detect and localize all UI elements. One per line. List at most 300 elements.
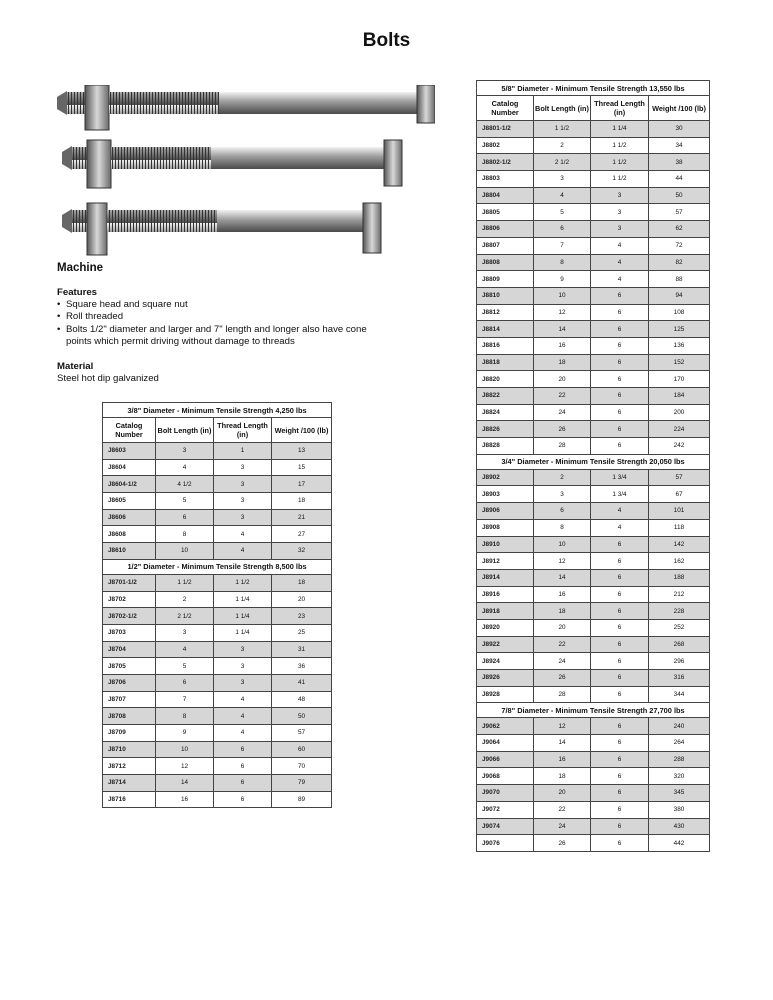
table-row — [103, 574, 332, 591]
table-row — [477, 519, 710, 536]
table-caption: 5/8" Diameter - Minimum Tensile Strength 13,550 lbs — [477, 81, 710, 96]
table-cell: 20 — [272, 591, 332, 608]
table-cell: 4 — [214, 526, 272, 543]
catalog-number-cell: J8814 — [477, 321, 534, 338]
table-cell: 38 — [649, 154, 710, 171]
table-cell: 34 — [649, 137, 710, 154]
table-cell: 6 — [591, 388, 649, 405]
catalog-number-cell: J8701-1/2 — [103, 574, 156, 591]
table-cell: 16 — [534, 586, 591, 603]
table-cell: 48 — [272, 691, 332, 708]
table-cell: 1 1/4 — [591, 121, 649, 138]
table-cell: 89 — [272, 791, 332, 808]
table-cell: 24 — [534, 404, 591, 421]
table-cell: 20 — [534, 785, 591, 802]
catalog-number-cell: J8801-1/2 — [477, 121, 534, 138]
table-cell: 18 — [534, 768, 591, 785]
table-cell: 136 — [649, 337, 710, 354]
table-cell: 1 1/2 — [214, 574, 272, 591]
table-row — [477, 404, 710, 421]
table-cell: 26 — [534, 421, 591, 438]
table-row — [477, 321, 710, 338]
table-cell: 170 — [649, 371, 710, 388]
table-cell: 2 — [534, 469, 591, 486]
catalog-number-cell: J8707 — [103, 691, 156, 708]
catalog-number-cell: J8705 — [103, 658, 156, 675]
table-cell: 6 — [156, 674, 214, 691]
catalog-number-cell: J9068 — [477, 768, 534, 785]
table-cell: 6 — [591, 371, 649, 388]
column-header: Bolt Length (in) — [534, 96, 591, 121]
catalog-number-cell: J8704 — [103, 641, 156, 658]
catalog-number-cell: J8709 — [103, 725, 156, 742]
table-cell: 24 — [534, 653, 591, 670]
column-header: Thread Length (in) — [214, 418, 272, 443]
table-cell: 70 — [272, 758, 332, 775]
table-cell: 2 1/2 — [156, 608, 214, 625]
table-cell: 6 — [591, 569, 649, 586]
table-row — [103, 624, 332, 641]
table-cell: 6 — [591, 785, 649, 802]
table-cell: 18 — [534, 603, 591, 620]
table-row — [477, 553, 710, 570]
table-cell: 6 — [534, 221, 591, 238]
table-row — [477, 438, 710, 455]
table-cell: 20 — [534, 371, 591, 388]
table-cell: 6 — [534, 503, 591, 520]
catalog-number-cell: J8916 — [477, 586, 534, 603]
table-cell: 57 — [649, 469, 710, 486]
table-cell: 212 — [649, 586, 710, 603]
catalog-number-cell: J8912 — [477, 553, 534, 570]
features-heading: Features — [57, 287, 97, 298]
table-row — [103, 641, 332, 658]
table-row — [477, 751, 710, 768]
table-cell: 6 — [591, 321, 649, 338]
table-cell: 6 — [591, 536, 649, 553]
table-cell: 10 — [534, 287, 591, 304]
table-row — [477, 653, 710, 670]
table-cell: 32 — [272, 543, 332, 560]
table-cell: 14 — [534, 321, 591, 338]
table-cell: 6 — [214, 775, 272, 792]
catalog-number-cell: J8816 — [477, 337, 534, 354]
table-cell: 6 — [591, 751, 649, 768]
catalog-number-cell: J8903 — [477, 486, 534, 503]
table-cell: 18 — [534, 354, 591, 371]
features-section — [57, 287, 377, 348]
table-cell: 6 — [214, 758, 272, 775]
catalog-number-cell: J8918 — [477, 603, 534, 620]
table-row — [103, 509, 332, 526]
table-cell: 82 — [649, 254, 710, 271]
table-78-diameter — [477, 703, 710, 852]
table-row — [103, 658, 332, 675]
table-row — [477, 670, 710, 687]
table-row — [103, 443, 332, 460]
table-cell: 4 — [214, 543, 272, 560]
table-row — [477, 603, 710, 620]
table-row — [477, 735, 710, 752]
table-caption: 7/8" Diameter - Minimum Tensile Strength 27,700 lbs — [477, 703, 710, 718]
catalog-number-cell: J8802-1/2 — [477, 154, 534, 171]
table-cell: 6 — [591, 354, 649, 371]
column-header: Catalog Number — [103, 418, 156, 443]
table-cell: 152 — [649, 354, 710, 371]
table-row — [477, 768, 710, 785]
table-cell: 18 — [272, 493, 332, 510]
table-34-diameter — [477, 454, 710, 703]
table-cell: 1 1/2 — [534, 121, 591, 138]
material-section — [57, 361, 159, 385]
catalog-number-cell: J8712 — [103, 758, 156, 775]
table-cell: 1 — [214, 443, 272, 460]
table-cell: 252 — [649, 619, 710, 636]
table-cell: 28 — [534, 686, 591, 703]
table-cell: 101 — [649, 503, 710, 520]
table-cell: 8 — [534, 254, 591, 271]
table-cell: 3 — [214, 459, 272, 476]
table-cell: 1 1/2 — [591, 137, 649, 154]
catalog-number-cell: J8818 — [477, 354, 534, 371]
table-row — [477, 785, 710, 802]
table-row — [477, 121, 710, 138]
table-cell: 6 — [591, 801, 649, 818]
table-row — [103, 459, 332, 476]
table-cell: 288 — [649, 751, 710, 768]
table-cell: 1 3/4 — [591, 469, 649, 486]
table-cell: 2 1/2 — [534, 154, 591, 171]
table-cell: 184 — [649, 388, 710, 405]
spec-table-left — [102, 402, 332, 808]
column-header: Bolt Length (in) — [156, 418, 214, 443]
table-row — [477, 486, 710, 503]
catalog-number-cell: J9072 — [477, 801, 534, 818]
table-row — [477, 421, 710, 438]
table-cell: 22 — [534, 388, 591, 405]
table-cell: 41 — [272, 674, 332, 691]
table-row — [103, 476, 332, 493]
table-58-diameter — [477, 81, 710, 455]
table-cell: 3 — [156, 443, 214, 460]
catalog-number-cell: J8610 — [103, 543, 156, 560]
catalog-number-cell: J9074 — [477, 818, 534, 835]
table-cell: 17 — [272, 476, 332, 493]
catalog-number-cell: J8702-1/2 — [103, 608, 156, 625]
table-row — [477, 718, 710, 735]
catalog-number-cell: J8809 — [477, 271, 534, 288]
table-row — [103, 526, 332, 543]
table-row — [477, 569, 710, 586]
table-cell: 30 — [649, 121, 710, 138]
table-cell: 57 — [272, 725, 332, 742]
table-cell: 62 — [649, 221, 710, 238]
table-row — [103, 725, 332, 742]
table-cell: 3 — [534, 486, 591, 503]
catalog-number-cell: J8604-1/2 — [103, 476, 156, 493]
table-cell: 240 — [649, 718, 710, 735]
catalog-number-cell: J9064 — [477, 735, 534, 752]
table-cell: 16 — [156, 791, 214, 808]
table-cell: 15 — [272, 459, 332, 476]
catalog-number-cell: J8804 — [477, 187, 534, 204]
catalog-number-cell: J8924 — [477, 653, 534, 670]
table-cell: 6 — [214, 741, 272, 758]
table-12-diameter — [103, 559, 332, 808]
table-cell: 27 — [272, 526, 332, 543]
catalog-number-cell: J9076 — [477, 835, 534, 852]
catalog-number-cell: J8828 — [477, 438, 534, 455]
table-cell: 6 — [591, 304, 649, 321]
table-cell: 6 — [591, 670, 649, 687]
table-cell: 1 1/4 — [214, 624, 272, 641]
table-cell: 16 — [534, 337, 591, 354]
catalog-number-cell: J8802 — [477, 137, 534, 154]
table-cell: 3 — [214, 493, 272, 510]
table-cell: 228 — [649, 603, 710, 620]
table-row — [477, 304, 710, 321]
table-cell: 79 — [272, 775, 332, 792]
table-row — [477, 586, 710, 603]
material-heading: Material — [57, 361, 94, 372]
table-cell: 3 — [214, 641, 272, 658]
table-cell: 13 — [272, 443, 332, 460]
table-38-diameter — [103, 403, 332, 560]
catalog-number-cell: J8902 — [477, 469, 534, 486]
table-cell: 1 1/2 — [591, 171, 649, 188]
table-cell: 88 — [649, 271, 710, 288]
table-cell: 4 — [156, 459, 214, 476]
column-header: Thread Length (in) — [591, 96, 649, 121]
table-row — [477, 221, 710, 238]
table-row — [477, 271, 710, 288]
table-row — [477, 287, 710, 304]
feature-item: • Bolts 1/2" diameter and larger and 7" length and longer also have cone points which permit driving without damage to threads — [57, 324, 377, 348]
table-cell: 22 — [534, 801, 591, 818]
table-cell: 14 — [534, 569, 591, 586]
table-cell: 23 — [272, 608, 332, 625]
catalog-number-cell: J8714 — [103, 775, 156, 792]
table-row — [103, 775, 332, 792]
table-cell: 242 — [649, 438, 710, 455]
table-cell: 125 — [649, 321, 710, 338]
table-row — [477, 801, 710, 818]
table-cell: 200 — [649, 404, 710, 421]
catalog-number-cell: J8810 — [477, 287, 534, 304]
table-cell: 7 — [534, 237, 591, 254]
table-cell: 6 — [591, 818, 649, 835]
table-row — [477, 337, 710, 354]
table-cell: 4 — [156, 641, 214, 658]
catalog-number-cell: J9066 — [477, 751, 534, 768]
table-cell: 2 — [156, 591, 214, 608]
catalog-number-cell: J8812 — [477, 304, 534, 321]
table-cell: 5 — [534, 204, 591, 221]
table-cell: 4 — [591, 271, 649, 288]
table-cell: 50 — [272, 708, 332, 725]
table-cell: 6 — [214, 791, 272, 808]
table-cell: 4 — [534, 187, 591, 204]
feature-item: • Roll threaded — [57, 311, 377, 323]
column-header: Weight /100 (lb) — [649, 96, 710, 121]
catalog-number-cell: J8710 — [103, 741, 156, 758]
catalog-number-cell: J8928 — [477, 686, 534, 703]
catalog-number-cell: J8822 — [477, 388, 534, 405]
table-cell: 31 — [272, 641, 332, 658]
catalog-number-cell: J8605 — [103, 493, 156, 510]
catalog-number-cell: J8820 — [477, 371, 534, 388]
table-cell: 430 — [649, 818, 710, 835]
table-row — [103, 674, 332, 691]
table-cell: 50 — [649, 187, 710, 204]
table-cell: 5 — [156, 658, 214, 675]
table-cell: 3 — [591, 204, 649, 221]
table-row — [103, 741, 332, 758]
table-cell: 9 — [534, 271, 591, 288]
table-row — [477, 187, 710, 204]
table-cell: 6 — [591, 337, 649, 354]
table-row — [477, 619, 710, 636]
table-row — [103, 708, 332, 725]
table-cell: 2 — [534, 137, 591, 154]
table-cell: 4 1/2 — [156, 476, 214, 493]
machine-bolts-image — [55, 85, 435, 257]
table-cell: 345 — [649, 785, 710, 802]
features-list — [57, 299, 377, 348]
table-cell: 94 — [649, 287, 710, 304]
catalog-number-cell: J8922 — [477, 636, 534, 653]
table-cell: 12 — [534, 304, 591, 321]
bolt-short — [62, 203, 381, 255]
table-cell: 10 — [156, 741, 214, 758]
table-cell: 14 — [534, 735, 591, 752]
table-row — [477, 171, 710, 188]
table-row — [103, 543, 332, 560]
catalog-number-cell: J8806 — [477, 221, 534, 238]
product-name: Machine — [57, 262, 104, 274]
catalog-number-cell: J8608 — [103, 526, 156, 543]
table-cell: 380 — [649, 801, 710, 818]
table-cell: 6 — [156, 509, 214, 526]
material-text: Steel hot dip galvanized — [57, 373, 159, 385]
table-cell: 6 — [591, 586, 649, 603]
table-row — [103, 591, 332, 608]
catalog-number-cell: J8914 — [477, 569, 534, 586]
table-cell: 344 — [649, 686, 710, 703]
catalog-number-cell: J8803 — [477, 171, 534, 188]
table-cell: 3 — [214, 509, 272, 526]
table-row — [477, 503, 710, 520]
table-cell: 1 1/2 — [591, 154, 649, 171]
catalog-number-cell: J8805 — [477, 204, 534, 221]
catalog-number-cell: J8926 — [477, 670, 534, 687]
table-row — [477, 354, 710, 371]
table-cell: 442 — [649, 835, 710, 852]
page-title: Bolts — [362, 30, 411, 51]
table-cell: 188 — [649, 569, 710, 586]
table-cell: 3 — [591, 187, 649, 204]
table-cell: 10 — [156, 543, 214, 560]
table-cell: 4 — [214, 691, 272, 708]
bolt-medium — [62, 140, 402, 188]
catalog-number-cell: J9070 — [477, 785, 534, 802]
table-cell: 6 — [591, 686, 649, 703]
table-cell: 264 — [649, 735, 710, 752]
catalog-number-cell: J8824 — [477, 404, 534, 421]
table-cell: 26 — [534, 835, 591, 852]
table-row — [477, 154, 710, 171]
catalog-number-cell: J8826 — [477, 421, 534, 438]
table-caption: 1/2" Diameter - Minimum Tensile Strength 8,500 lbs — [103, 559, 332, 574]
table-cell: 16 — [534, 751, 591, 768]
table-cell: 6 — [591, 718, 649, 735]
table-cell: 6 — [591, 768, 649, 785]
catalog-number-cell: J8716 — [103, 791, 156, 808]
table-cell: 22 — [534, 636, 591, 653]
table-cell: 12 — [534, 553, 591, 570]
table-cell: 4 — [214, 725, 272, 742]
table-row — [477, 469, 710, 486]
table-cell: 7 — [156, 691, 214, 708]
table-row — [103, 493, 332, 510]
table-row — [103, 758, 332, 775]
catalog-number-cell: J8702 — [103, 591, 156, 608]
column-header: Catalog Number — [477, 96, 534, 121]
table-cell: 316 — [649, 670, 710, 687]
table-cell: 57 — [649, 204, 710, 221]
table-cell: 296 — [649, 653, 710, 670]
table-cell: 142 — [649, 536, 710, 553]
table-cell: 6 — [591, 619, 649, 636]
table-row — [477, 636, 710, 653]
table-cell: 6 — [591, 653, 649, 670]
catalog-number-cell: J8604 — [103, 459, 156, 476]
table-cell: 28 — [534, 438, 591, 455]
catalog-number-cell: J8706 — [103, 674, 156, 691]
table-cell: 1 1/4 — [214, 591, 272, 608]
catalog-number-cell: J8906 — [477, 503, 534, 520]
table-cell: 1 3/4 — [591, 486, 649, 503]
catalog-number-cell: J8708 — [103, 708, 156, 725]
table-cell: 224 — [649, 421, 710, 438]
table-row — [477, 204, 710, 221]
table-cell: 6 — [591, 438, 649, 455]
catalog-number-cell: J8808 — [477, 254, 534, 271]
table-cell: 6 — [591, 287, 649, 304]
table-row — [103, 791, 332, 808]
table-cell: 44 — [649, 171, 710, 188]
table-cell: 60 — [272, 741, 332, 758]
table-row — [477, 818, 710, 835]
table-cell: 1 1/4 — [214, 608, 272, 625]
table-cell: 21 — [272, 509, 332, 526]
table-cell: 3 — [214, 674, 272, 691]
table-cell: 6 — [591, 421, 649, 438]
table-row — [477, 835, 710, 852]
table-cell: 8 — [534, 519, 591, 536]
table-cell: 8 — [156, 708, 214, 725]
table-cell: 320 — [649, 768, 710, 785]
catalog-number-cell: J8603 — [103, 443, 156, 460]
catalog-number-cell: J8703 — [103, 624, 156, 641]
table-cell: 6 — [591, 553, 649, 570]
table-row — [477, 254, 710, 271]
table-cell: 25 — [272, 624, 332, 641]
table-row — [477, 388, 710, 405]
column-header: Weight /100 (lb) — [272, 418, 332, 443]
catalog-number-cell: J8910 — [477, 536, 534, 553]
table-cell: 18 — [272, 574, 332, 591]
